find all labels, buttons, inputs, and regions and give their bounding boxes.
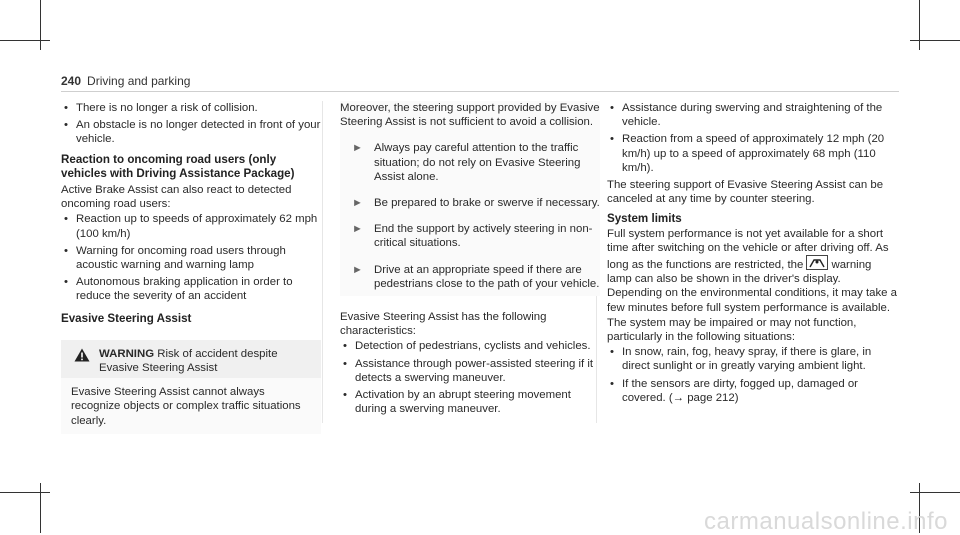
list-item: • Assistance during swerving and straightening of the vehicle. (607, 101, 897, 129)
instruction-step (340, 222, 600, 250)
text-run: Full system performance is not yet available for a short time after switching on the vehicle or after driving off. As long as the functions are restricted, the (607, 227, 889, 272)
warning-header (61, 340, 321, 378)
list-item: • Warning for oncoming road users through acoustic warning and warning lamp (61, 244, 321, 272)
warning-triangle-icon (74, 348, 90, 366)
crop-mark (919, 0, 920, 50)
steering-warning-lamp-icon (806, 255, 828, 270)
list-item: • Detection of pedestrians, cyclists and vehicles. (340, 339, 600, 353)
column-3 (607, 101, 897, 408)
instruction-text: End the support by actively steering in non-critical situations. (374, 223, 593, 250)
column-2 (340, 101, 600, 419)
list-item: • In snow, rain, fog, heavy spray, if there is glare, in direct sunlight or in greatly varying ambient light. (607, 345, 897, 373)
section-heading-system-limits: System limits (607, 212, 682, 226)
warning-label: WARNING (99, 347, 155, 360)
crop-mark (40, 483, 41, 533)
paragraph: Active Brake Assist can also react to detected oncoming road users: (61, 184, 292, 211)
instruction-text: Always pay careful attention to the traffic situation; do not rely on Evasive Steering Assist alone. (374, 142, 581, 183)
paragraph (607, 227, 897, 315)
paragraph: Moreover, the steering support provided by Evasive Steering Assist is not sufficient to avoid a collision. (340, 102, 600, 129)
list-item: • Activation by an abrupt steering movement during a swerving maneuver. (340, 388, 600, 416)
paragraph: Evasive Steering Assist has the following characteristics: (340, 311, 547, 338)
paragraph: The system may be impaired or may not function, particularly in the following situations: (607, 316, 857, 344)
crop-mark (910, 40, 960, 41)
crop-mark (0, 492, 50, 493)
list-item: • If the sensors are dirty, fogged up, damaged or covered. (→ page 212) (607, 377, 897, 405)
text-run: warning lamp can also be shown in the driver's display. Depending on the environmental conditions, it may take a few minutes before full system performance is available. (607, 259, 898, 314)
section-title: Driving and parking (87, 74, 191, 88)
list-item: • Autonomous braking application in order to reduce the severity of an accident (61, 275, 321, 303)
instruction-step (340, 141, 600, 184)
paragraph: The steering support of Evasive Steering Assist can be canceled at any time by counter steering. (607, 179, 884, 206)
instruction-step (340, 196, 600, 210)
warning-title: Risk of accident despite Evasive Steering Assist (99, 347, 278, 375)
warning-body: Evasive Steering Assist cannot always recognize objects or complex traffic situations clearly. (61, 378, 321, 434)
section-heading-evasive: Evasive Steering Assist (61, 311, 192, 325)
arrow-right-icon: ► (352, 197, 363, 210)
header-divider (61, 91, 899, 92)
list-item: • Assistance through power-assisted steering if it detects a swerving maneuver. (340, 357, 600, 385)
section-heading-oncoming: Reaction to oncoming road users (only vehicles with Driving Assistance Package) (61, 152, 295, 180)
instruction-text: Be prepared to brake or swerve if necessary. (374, 197, 600, 210)
column-1 (61, 101, 321, 434)
crop-mark (0, 40, 50, 41)
list-item: • Reaction from a speed of approximately 12 mph (20 km/h) up to a speed of approximately 68 mph (110 km/h). (607, 132, 897, 175)
list-item: • There is no longer a risk of collision. (61, 101, 321, 115)
list-item: • An obstacle is no longer detected in front of your vehicle. (61, 118, 321, 146)
arrow-right-icon: ► (352, 263, 363, 276)
arrow-right-icon: ► (352, 142, 363, 155)
watermark: carmanualsonline.info (704, 507, 948, 535)
page-header (61, 74, 190, 88)
instruction-text: Drive at an appropriate speed if there are pedestrians close to the path of your vehicle. (374, 263, 600, 290)
page-number: 240 (61, 74, 82, 88)
list-item: • Reaction up to speeds of approximately 62 mph (100 km/h) (61, 212, 321, 240)
crop-mark (910, 492, 960, 493)
warning-continued-box (340, 101, 600, 296)
column-divider (322, 101, 323, 423)
instruction-step (340, 263, 600, 291)
crop-mark (40, 0, 41, 50)
arrow-right-icon: ► (352, 223, 363, 236)
